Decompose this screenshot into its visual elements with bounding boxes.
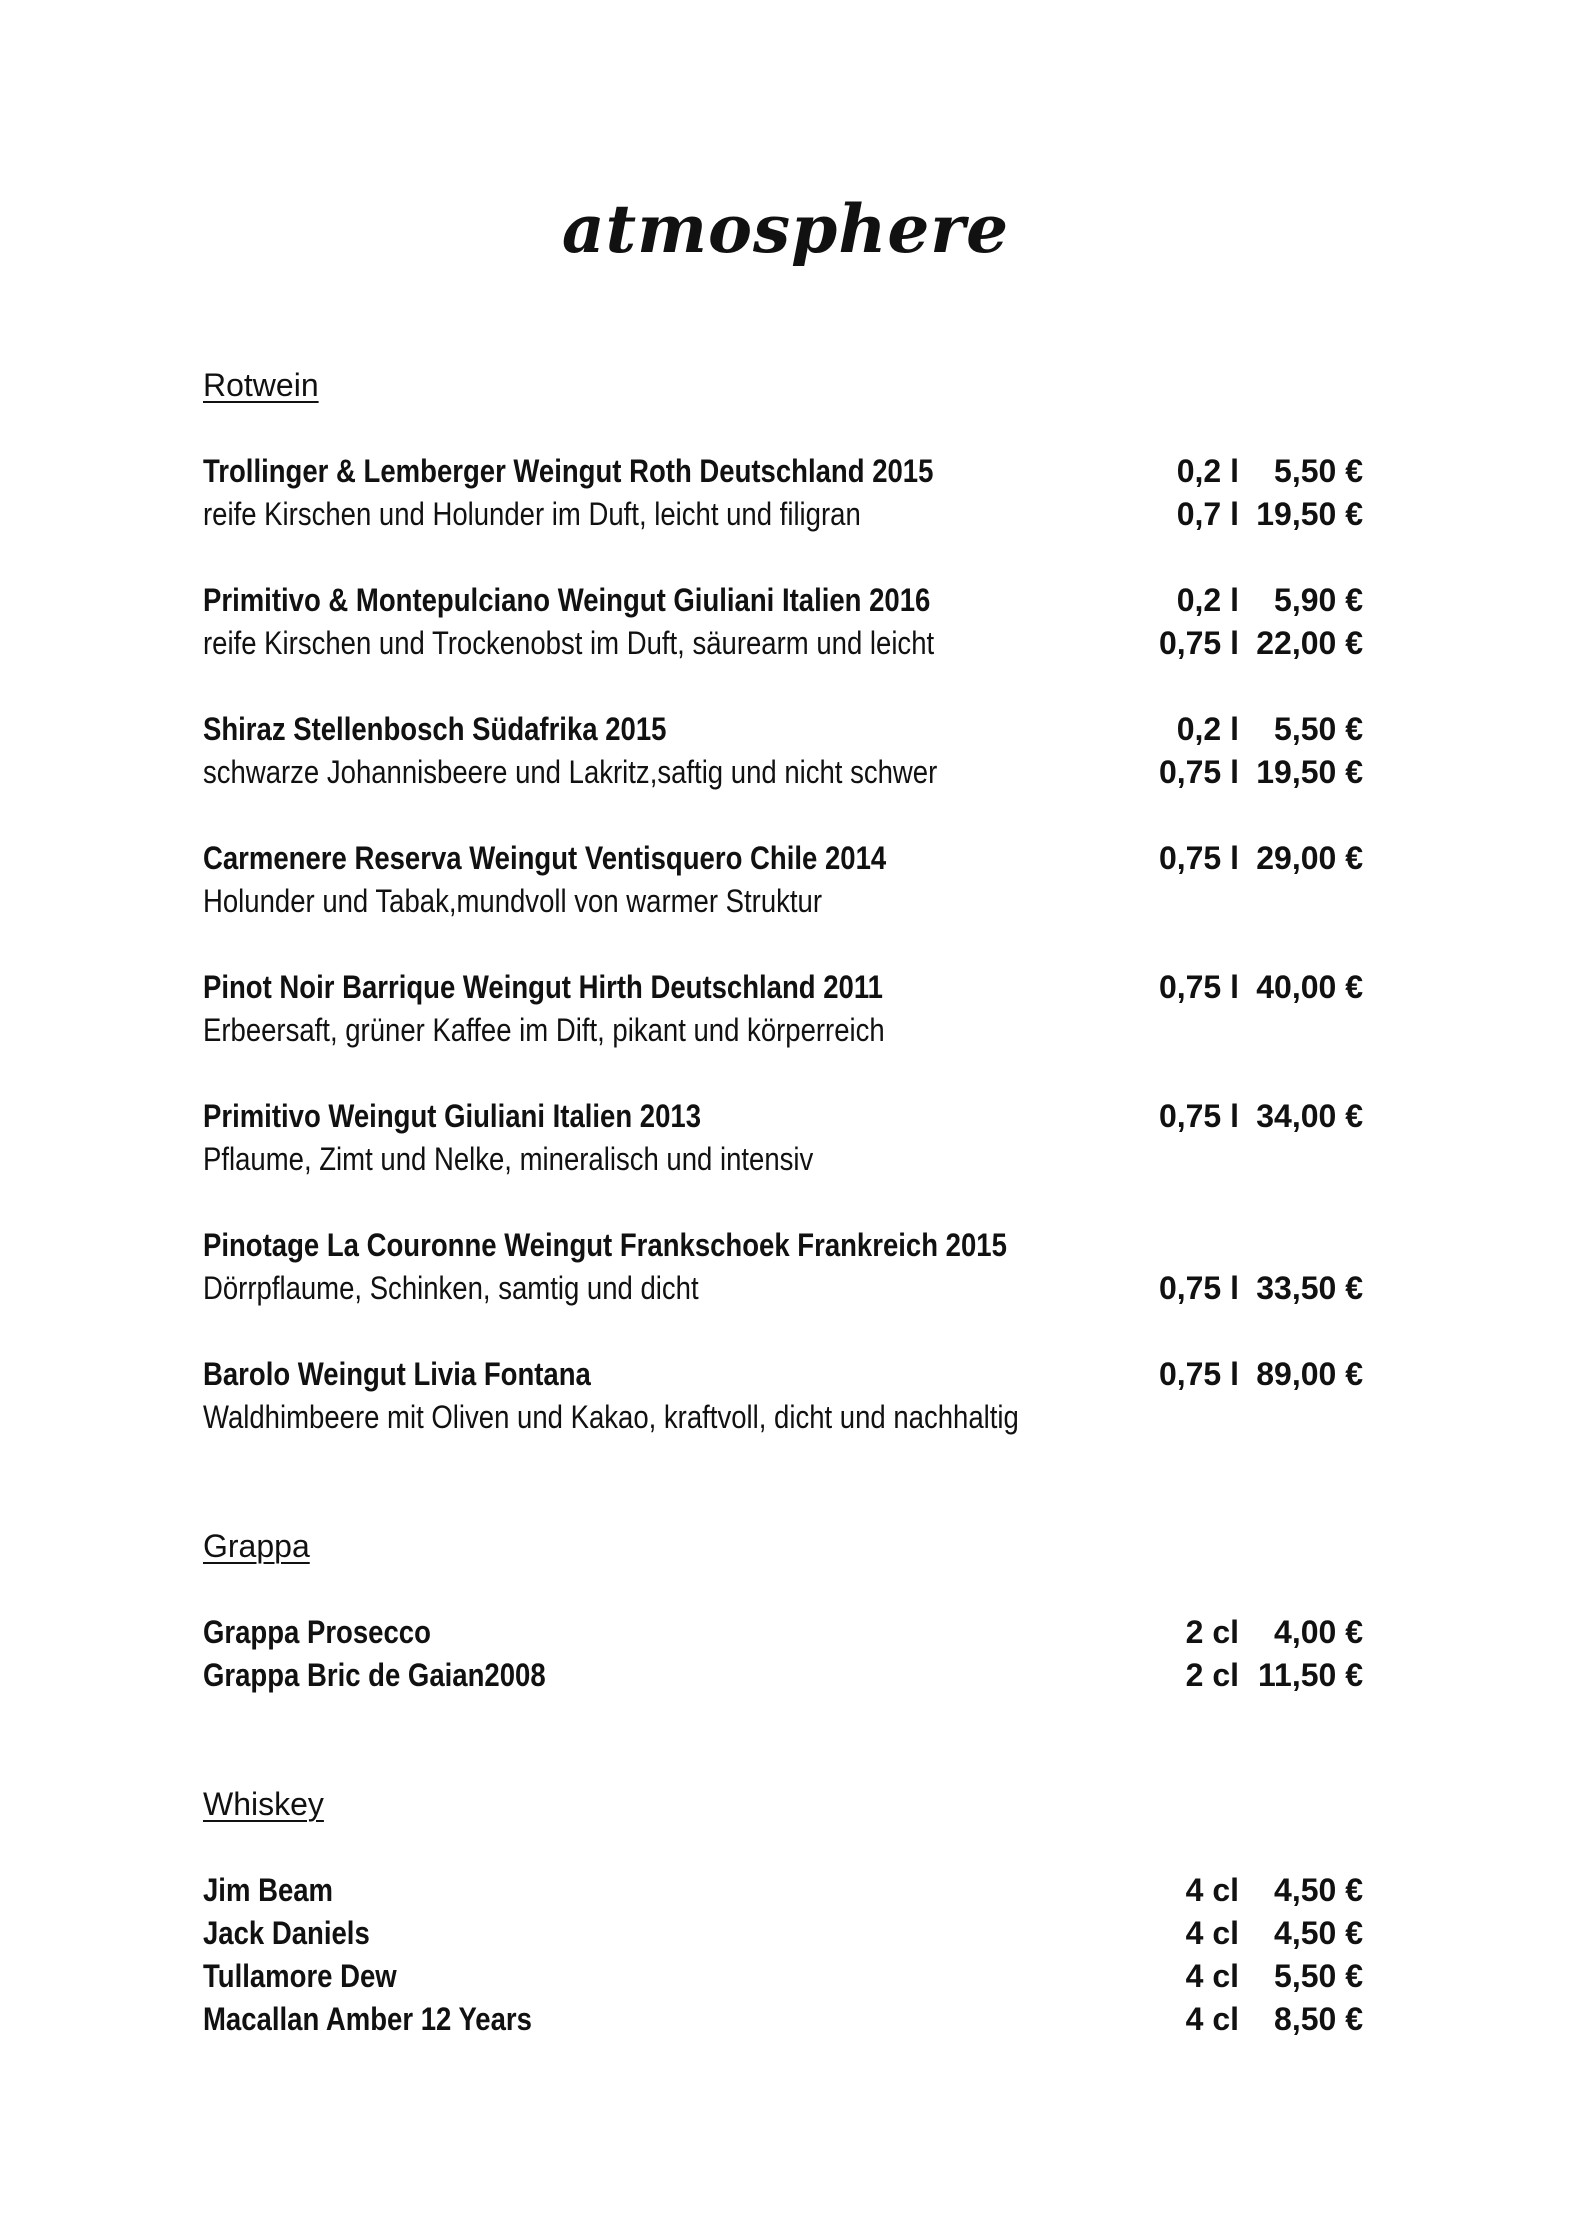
wine-name: Pinot Noir Barrique Weingut Hirth Deutschland 2011 xyxy=(203,969,883,1005)
whiskey-row xyxy=(203,1869,1363,1912)
price: 22,00 € xyxy=(1256,625,1363,661)
whiskey-row xyxy=(203,1912,1363,1955)
wine-desc-row xyxy=(203,622,1363,665)
volume: 4 cl xyxy=(1185,1915,1239,1951)
price: 5,90 € xyxy=(1274,582,1363,618)
price: 34,00 € xyxy=(1256,1098,1363,1134)
volume: 0,7 l xyxy=(1176,496,1239,532)
wine-name: Barolo Weingut Livia Fontana xyxy=(203,1356,591,1392)
wine-name: Trollinger & Lemberger Weingut Roth Deutschland 2015 xyxy=(203,453,934,489)
wine-row xyxy=(203,1353,1363,1396)
volume: 0,75 l xyxy=(1158,969,1239,1005)
wine-name: Carmenere Reserva Weingut Ventisquero Chile 2014 xyxy=(203,840,887,876)
volume: 4 cl xyxy=(1185,1872,1239,1908)
item-name: Jim Beam xyxy=(203,1872,334,1908)
wine-description: Erbeersaft, grüner Kaffee im Dift, pikant und körperreich xyxy=(203,1012,885,1048)
wine-desc-row xyxy=(203,880,1363,923)
grappa-row xyxy=(203,1611,1363,1654)
volume: 0,75 l xyxy=(1158,1098,1239,1134)
wine-desc-row xyxy=(203,1396,1363,1439)
volume: 0,75 l xyxy=(1158,754,1239,790)
volume: 4 cl xyxy=(1185,2001,1239,2037)
wine-row xyxy=(203,837,1363,880)
wine-description: schwarze Johannisbeere und Lakritz,saftig und nicht schwer xyxy=(203,754,938,790)
wine-description: Dörrpflaume, Schinken, samtig und dicht xyxy=(203,1270,699,1306)
wine-row xyxy=(203,579,1363,622)
item-name: Grappa Prosecco xyxy=(203,1614,431,1650)
volume: 0,75 l xyxy=(1158,840,1239,876)
price: 4,50 € xyxy=(1274,1915,1363,1951)
wine-row xyxy=(203,450,1363,493)
wine-name: Primitivo & Montepulciano Weingut Giuliani Italien 2016 xyxy=(203,582,931,618)
item-name: Tullamore Dew xyxy=(203,1958,397,1994)
price: 11,50 € xyxy=(1258,1657,1363,1693)
item-name: Macallan Amber 12 Years xyxy=(203,2001,532,2037)
wine-desc-row xyxy=(203,1267,1363,1310)
grappa-row xyxy=(203,1654,1363,1697)
price: 33,50 € xyxy=(1256,1270,1363,1306)
price: 4,00 € xyxy=(1274,1614,1363,1650)
item-name: Jack Daniels xyxy=(203,1915,370,1951)
whiskey-row xyxy=(203,1955,1363,1998)
wine-name: Shiraz Stellenbosch Südafrika 2015 xyxy=(203,711,667,747)
volume: 0,75 l xyxy=(1158,1356,1239,1392)
wine-description: Pflaume, Zimt und Nelke, mineralisch und intensiv xyxy=(203,1141,814,1177)
price: 19,50 € xyxy=(1256,496,1363,532)
volume: 2 cl xyxy=(1185,1657,1239,1693)
wine-row xyxy=(203,1224,1363,1267)
wine-description: Holunder und Tabak,mundvoll von warmer Struktur xyxy=(203,883,822,919)
price: 5,50 € xyxy=(1274,453,1363,489)
price: 5,50 € xyxy=(1274,1958,1363,1994)
section-title-grappa: Grappa xyxy=(203,1528,310,1564)
volume: 0,75 l xyxy=(1158,625,1239,661)
price: 4,50 € xyxy=(1274,1872,1363,1908)
price: 8,50 € xyxy=(1274,2001,1363,2037)
whiskey-row xyxy=(203,1998,1363,2041)
price: 29,00 € xyxy=(1256,840,1363,876)
wine-row xyxy=(203,708,1363,751)
volume: 0,2 l xyxy=(1176,582,1239,618)
wine-description: reife Kirschen und Trockenobst im Duft, säurearm und leicht xyxy=(203,625,935,661)
wine-row xyxy=(203,1095,1363,1138)
menu-content xyxy=(203,364,1363,2041)
section-title-whiskey: Whiskey xyxy=(203,1786,324,1822)
volume: 0,2 l xyxy=(1176,453,1239,489)
wine-name: Pinotage La Couronne Weingut Frankschoek Frankreich 2015 xyxy=(203,1227,1007,1263)
wine-description: Waldhimbeere mit Oliven und Kakao, kraftvoll, dicht und nachhaltig xyxy=(203,1399,1019,1435)
price: 89,00 € xyxy=(1256,1356,1363,1392)
wine-desc-row xyxy=(203,751,1363,794)
wine-description: reife Kirschen und Holunder im Duft, leicht und filigran xyxy=(203,496,861,532)
wine-name: Primitivo Weingut Giuliani Italien 2013 xyxy=(203,1098,702,1134)
price: 5,50 € xyxy=(1274,711,1363,747)
item-name: Grappa Bric de Gaian2008 xyxy=(203,1657,546,1693)
price: 19,50 € xyxy=(1256,754,1363,790)
volume: 0,75 l xyxy=(1158,1270,1239,1306)
volume: 2 cl xyxy=(1185,1614,1239,1650)
wine-desc-row xyxy=(203,493,1363,536)
wine-desc-row xyxy=(203,1138,1363,1181)
section-title-rotwein: Rotwein xyxy=(203,367,319,403)
price: 40,00 € xyxy=(1256,969,1363,1005)
wine-desc-row xyxy=(203,1009,1363,1052)
wine-row xyxy=(203,966,1363,1009)
logo: atmosphere xyxy=(561,190,1010,268)
volume: 4 cl xyxy=(1185,1958,1239,1994)
volume: 0,2 l xyxy=(1176,711,1239,747)
